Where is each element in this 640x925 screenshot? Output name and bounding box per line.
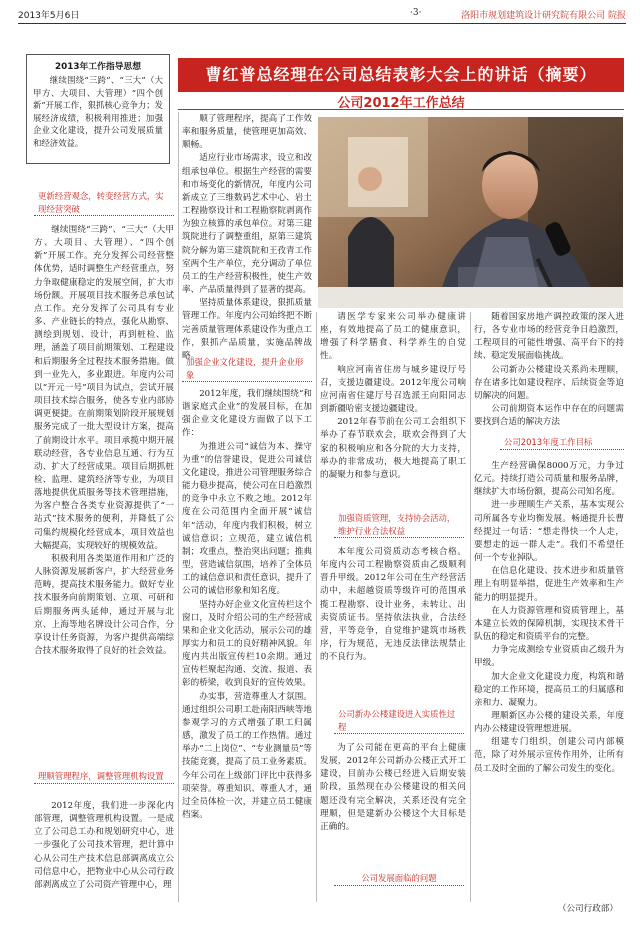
paragraph: 请医学专家来公司举办健康讲座，有效地提高了员工的健康意识，增强了科学膳食、科学养生的自觉性。: [320, 312, 466, 362]
paragraph: 进一步理顺生产关系，基本实现公司所属各专业均衡发展。畅通提升长曹经提过一句话：“想走得快一个人走，要想走的远一群人走”。我们不希望任何一个专业掉队。: [474, 500, 624, 564]
author-signature: （公司行政部）: [557, 904, 618, 914]
section-heading-admin: 理顺管理程序，调整管理机构设置: [34, 770, 174, 784]
paragraph: 力争完成测绘专业资质由乙级升为甲级。: [474, 645, 624, 669]
paragraph: 坚持质量体系建设，狠抓质量管理工作。年度内公司始终把不断完善质量管理体系建设作为重点工作，狠抓产品质量，实施品牌战略。: [182, 298, 312, 361]
paragraph: 加大企业文化建设力度，构筑和谐稳定的工作环境，提高员工的归属感和亲和力、凝聚力。: [474, 671, 624, 708]
column-1-lower: [34, 800, 174, 904]
column-divider: [316, 312, 317, 902]
guideline-title: 2013年工作指导思想: [54, 62, 142, 72]
column-3: [320, 311, 466, 507]
section-heading-issues: 公司发展面临的问题: [334, 872, 464, 886]
paragraph: 2012年春节前在公司工会组织下举办了春节联欢会，联欢会得到了大家的积极响应和各分院的大力支持，举办的非常成功，极大地提高了职工的凝聚力和参与意识。: [320, 417, 466, 480]
article-subtitle: 公司2012年工作总结: [337, 96, 465, 111]
column-divider: [178, 112, 179, 902]
column-3-lower: [320, 742, 466, 862]
section-heading-culture: 加强企业文化建设，提升企业形象: [182, 356, 312, 382]
paragraph: 顺了管理程序，提高了工作效率和服务质量，使管理更加高效、顺畅。: [182, 114, 312, 151]
column-1: [34, 224, 174, 656]
paragraph: 理顺新区办公楼的建设关系，年度内办公楼建设管理想进展。: [474, 710, 624, 735]
article-headline: 曹红普总经理在公司总结表彰大会上的讲话（摘要）: [178, 58, 624, 92]
paragraph: 积极利用各类渠道作用和广泛的人脉资源发展新客户，扩大经营业务范畴，提高技术服务能力。做好专业技术服务向前期策划、立项、可研和后期服务两头延伸，通过开展与北京、上海等地名牌设计公司合作，分享设计任务资源，为客户提供高端综合技术服务取得了良好的社会效益。: [34, 553, 174, 656]
issue-date: 2013年5月6日: [18, 11, 80, 21]
paragraph: 在人力资源管理和资质管理上，基本建立长效的保障机制，实现技术骨干队伍的稳定和资质平台的完整。: [474, 605, 624, 643]
column-2-lower: [182, 388, 312, 902]
page-number: ·3·: [410, 8, 422, 18]
paragraph: 坚持办好企业文化宣传栏这个窗口，及时介绍公司的生产经营成果和企业文化活动，展示公司的雄厚实力和员工的良好精神风貌。年度内共出版宣传栏10余期。通过宣传栏聚起沟通、交流、报道、表彰的桥梁，收到良好的宣传效果。: [182, 599, 312, 689]
header-rule: [18, 23, 626, 24]
guideline-box: [26, 54, 170, 164]
paragraph: 2012年度，我们进一步深化内部管理，调整管理机构设置。一是成立了公司总工办和规划研究中心，进一步强化了公司技术管理，把计算中心从公司生产技术信息部调离成立公司信息中心，把物业中心从公司行政部剥离成立了公司资产管理中心，理: [34, 801, 174, 890]
column-divider: [470, 312, 471, 902]
speaker-photo: [318, 117, 623, 308]
paragraph: 为推进公司“诚信为本、操守为重”的信誉建设，促进公司诚信文化建设，推进公司管理服务综合能力稳步提高，使公司在日趋激烈的竞争中永立不败之地。2012年度在公司范围内全面开展“诚信年”活动，年度内我们积极，树立诚信意识；立规范，建立诚信机制；攻重点，整治突出问题；推典型，营造诚信氛围，培养了全体员工的诚信意识和责任意识，提升了公司的诚信形象和知名度。: [182, 441, 312, 597]
paragraph: 组建专门组织，创建公司内部模范，除了对外展示宣传作用外，让所有员工及时全面的了解公司发生的变化。: [474, 737, 624, 774]
publication-name: 洛阳市规划建筑设计研究院有限公司 院报: [461, 11, 626, 21]
paragraph: 2012年度，我们继续围绕“和谐家庭式企业”的发展目标，在加强企业文化建设方面做了以下工作：: [182, 389, 312, 439]
section-heading-goals: 公司2013年度工作目标: [500, 436, 624, 450]
paragraph: 随着国家房地产调控政策的深入进行，各专业市场的经营竞争日趋激烈，工程项目的可能性增强、高平台下的持续、稳定发展面临挑战。: [474, 312, 624, 362]
paragraph: 本年度公司资质动态考核合格。年度内公司工程勘察资质由乙级顺利晋升甲级。2012年公司在生产经营活动中，未超越资质等级许可的范围承揽工程勘察、设计业务，未转让、出卖资质证书。坚持依法执业，合法经营，平等竞争，自觉维护建筑市场秩序，行为规范，无违反法律法规禁止的不良行为。: [320, 547, 466, 663]
column-3-middle: [320, 546, 466, 704]
paragraph: 继续围绕“三跨”、“三大”（大甲方、大项目、大管理）、“四个创新”开展工作。充分发挥公司经营整体优势，适时调整生产经营重点，努力争取健康稳定的发展空间，扩大市场份额。开展项目技术服务总承包试点工作。充分发挥了公司具有专业多、产业链长的特点，强化从勘察、测绘到规划、设计，再到桩检、监理，涵盖了项目前期策划、工程建设和后期服务全过程技术服务措施。做到一业先入，多业跟进。年度内公司以“开元一号”项目为试点，尝试开展项目技术综合服务，使各专业内部协调更便捷。在前期策划阶段开展规划服务完成了一批大型设计方案，提高了前期设计水平。项目承揽中期开展联动经营，各专业信息互通、行为互动、扩大了经营成果。项目后期抓桩检、监理、建筑经济等专业，为项目落地提供优质服务等技术管理措施，为客户整合各类专业资源提供了“一站式”技术服务的便利，并降低了公司集约规模化经营成本，项目效益也大幅提高，实现较好的规模效益。: [34, 225, 174, 551]
paragraph: 生产经营确保8000万元，力争过亿元。持续打造公司质量和服务品牌，继续扩大市场份额，提高公司知名度。: [474, 461, 624, 498]
page-header: [18, 4, 626, 26]
guideline-text: 继续围绕“三跨”、“三大”（大甲方、大项目、大管理）“四个创新”开展工作，狠抓核心竞争力；发展经济成绩，积极利用推进；加强企业文化建设，提升公司发展质量和经济效益。: [33, 75, 163, 148]
column-4: [474, 311, 624, 428]
section-heading-qualification: 加强资质管理，支持协会活动，维护行业合法权益: [334, 512, 464, 538]
paragraph: 为了公司能在更高的平台上健康发展，2012年公司新办公楼正式开工建设，目前办公楼已经进入后期安装阶段，虽然现在办公楼建设的相关问题还没有完全解决，关系还没有完全理顺，但是建新办公楼这个大目标是正确的。: [320, 743, 466, 832]
paragraph: 公司前期资本运作中存在的问题需要找到合适的解决方法: [474, 404, 624, 428]
article-subtitle-bar: [178, 92, 624, 110]
paragraph: 适应行业市场需求，设立和改组承包单位。根据生产经营的需要和市场变化的新情况，年度内公司新成立了三维数码艺术中心、岩土工程勘察设计和工程勘察院剥离作为独立核算的承包单位。对第三建筑院进行了调整重组，原第三建筑院分解为第三建筑院和王孜青工作室两个生产单位，充分调动了单位员工的生产经营积极性，使生产效率、产品质量得到了显著的提高。: [182, 153, 312, 296]
column-2: [182, 113, 312, 361]
section-heading-management: 更新经营观念，转变经营方式，实现经营突破: [34, 190, 174, 216]
paragraph: 在信息化建设、技术进步和质量管理上有明显举措，促进生产效率和生产能力的明显提升。: [474, 566, 624, 603]
paragraph: 公司新办公楼建设关系尚未理顺，存在诸多比如建设程序、后续资金等迫切解决的问题。: [474, 364, 624, 401]
column-4-lower: [474, 460, 624, 896]
section-heading-new-building: 公司新办公楼建设进入实质性过程: [334, 708, 464, 734]
paragraph: 响应河南省住房与城乡建设厅号召，支援边疆建设。2012年度公司响应河南省住建厅号召选派王向阳同志到新疆哈密支援边疆建设。: [320, 364, 466, 415]
paragraph: 办实事，营造尊重人才氛围。通过组织公司职工赴南阳西峡等地参观学习的方式增强了职工归属感，激发了员工的工作热情。通过举办“二上岗位”、“专业测量员”等技能竞赛，提高了员工业务素质。今年公司在上级部门评比中获得多项荣誉。尊重知识、尊重人才，通过全员体检一次，并建立员工健康档案。: [182, 691, 312, 820]
